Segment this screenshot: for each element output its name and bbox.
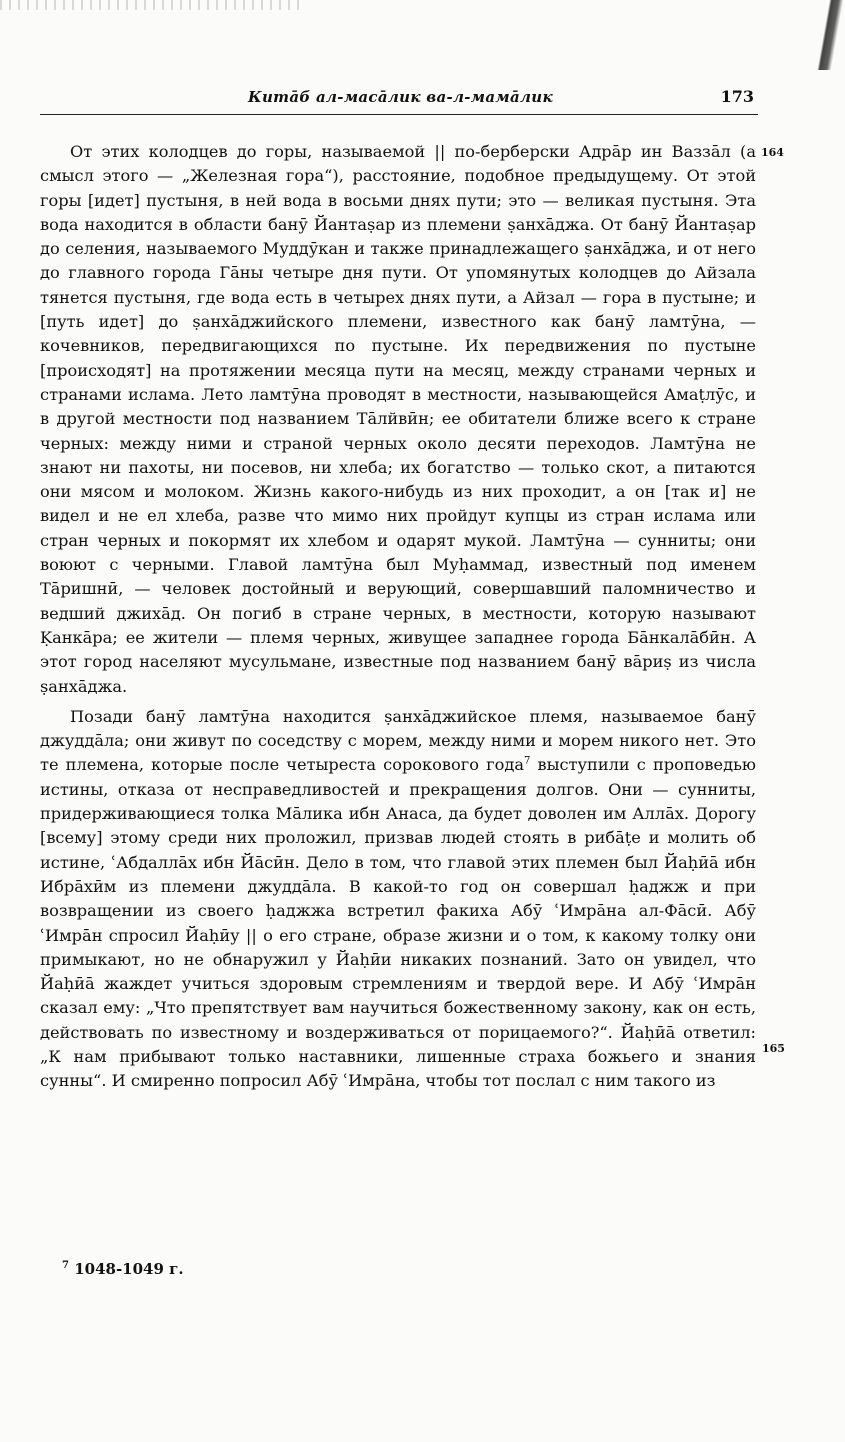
paragraph-text: выступили с проповедью истины, отказа от несправедливостей и прекращения долгов. Они — сунниты, придерживающиеся толка Мāлика ибн Анаса, да будет доволен им Аллāх. Дорогу [всему] этому среди них проложил, призвав людей стоять в рибāṭе и молить об истине, ʿАбдаллāх ибн Йāсӣн. Дело в том, что главой этих племен был Йаḥӣā ибн Ибрāхӣм из племени джуддāла. В какой-то год он совершал ḥаджж и при возвращении из своего ḥаджжа встретил факиха Абӯ ʿИмрāна ал-Фāсӣ. Абӯ ʿИмрāн спросил Йаḥӣу || о его стране, образе жизни и о том, к какому толку они примыкают, но не обнаружил у Йаḥӣи никаких познаний. Зато он увидел, что Йаḥӣā жаждет учиться здоровым стремлениям и твердой вере. И Абӯ ʿИмрāн сказал ему: „Что препятствует вам научиться божественному закону, как он есть, действовать по известному и воздерживаться от порицаемого?“. Йаḥӣā ответил: „К нам прибывают только наставники, лишенные страха божьего и знания сунны“. И смиренно попросил Абӯ ʿИмрāна, чтобы тот послал с ним такого из bbox=[40, 755, 756, 1091]
footnote-marker: 7 bbox=[62, 1260, 69, 1271]
margin-page-marker: 165 bbox=[762, 1042, 785, 1055]
scan-noise bbox=[0, 0, 300, 10]
page-number: 173 bbox=[720, 87, 754, 106]
footnote-reference: 7 bbox=[523, 756, 531, 768]
running-header bbox=[40, 84, 758, 115]
footnote bbox=[62, 1260, 184, 1278]
running-title: Китāб ал-масāлик ва-л-мамāлик bbox=[248, 88, 553, 106]
margin-page-marker: 164 bbox=[761, 146, 784, 159]
paragraph bbox=[40, 705, 756, 1094]
scan-edge-shadow bbox=[811, 0, 845, 70]
main-text bbox=[40, 140, 756, 1094]
paragraph: От этих колодцев до горы, называемой || по-берберски Адрāр ин Ваззāл (а смысл этого — „Железная гора“), расстояние, подобное предыдущему. От этой горы [идет] пустыня, в ней вода в восьми днях пути; это — великая пустыня. Эта вода находится в области банӯ Йантаṣар из племени ṣанхāджа. От банӯ Йантаṣар до селения, называемого Муддӯкан и также принадлежащего ṣанхāджа, и от него до главного города Гāны четыре дня пути. От упомянутых колодцев до Айзала тянется пустыня, где вода есть в четырех днях пути, а Айзал — гора в пустыне; и [путь идет] до ṣанхāджийского племени, известного как банӯ ламтӯна, — кочевников, передвигающихся по пустыне. Их передвижения по пустыне [происходят] на протяжении месяца пути на месяц, между странами черных и странами ислама. Лето ламтӯна проводят в местности, называющейся Амаṭлӯс, и в другой местности под названием Тāлйвӣн; ее обитатели ближе всего к стране черных: между ними и страной черных около десяти переходов. Ламтӯна не знают ни пахоты, ни посевов, ни хлеба; их богатство — только скот, а питаются они мясом и молоком. Жизнь какого-нибудь из них проходит, а он [так и] не видел и не ел хлеба, разве что мимо них пройдут купцы из стран ислама или стран черных и покормят их хлебом и одарят мукой. Ламтӯна — сунниты; они воюют с черными. Главой ламтӯна был Муḥаммад, известный под именем Тāришнӣ, — человек достойный и верующий, совершавший паломничество и ведший джихāд. Он погиб в стране черных, в местности, которую называют Ḳанкāра; ее жители — племя черных, живущее западнее города Бāнкалāбӣн. А этот город населяют мусульмане, известные под названием банӯ вāриṣ из числа ṣанхāджа. bbox=[40, 142, 756, 696]
paragraph-text: Позади банӯ ламтӯна находится ṣанхāджийское племя, называемое банӯ джуддāла; они живут по соседству с морем, между ними и морем никого нет. Это те племена, которые после четыреста сорокового года bbox=[40, 706, 756, 775]
footnote-text: 1048-1049 г. bbox=[74, 1260, 184, 1278]
